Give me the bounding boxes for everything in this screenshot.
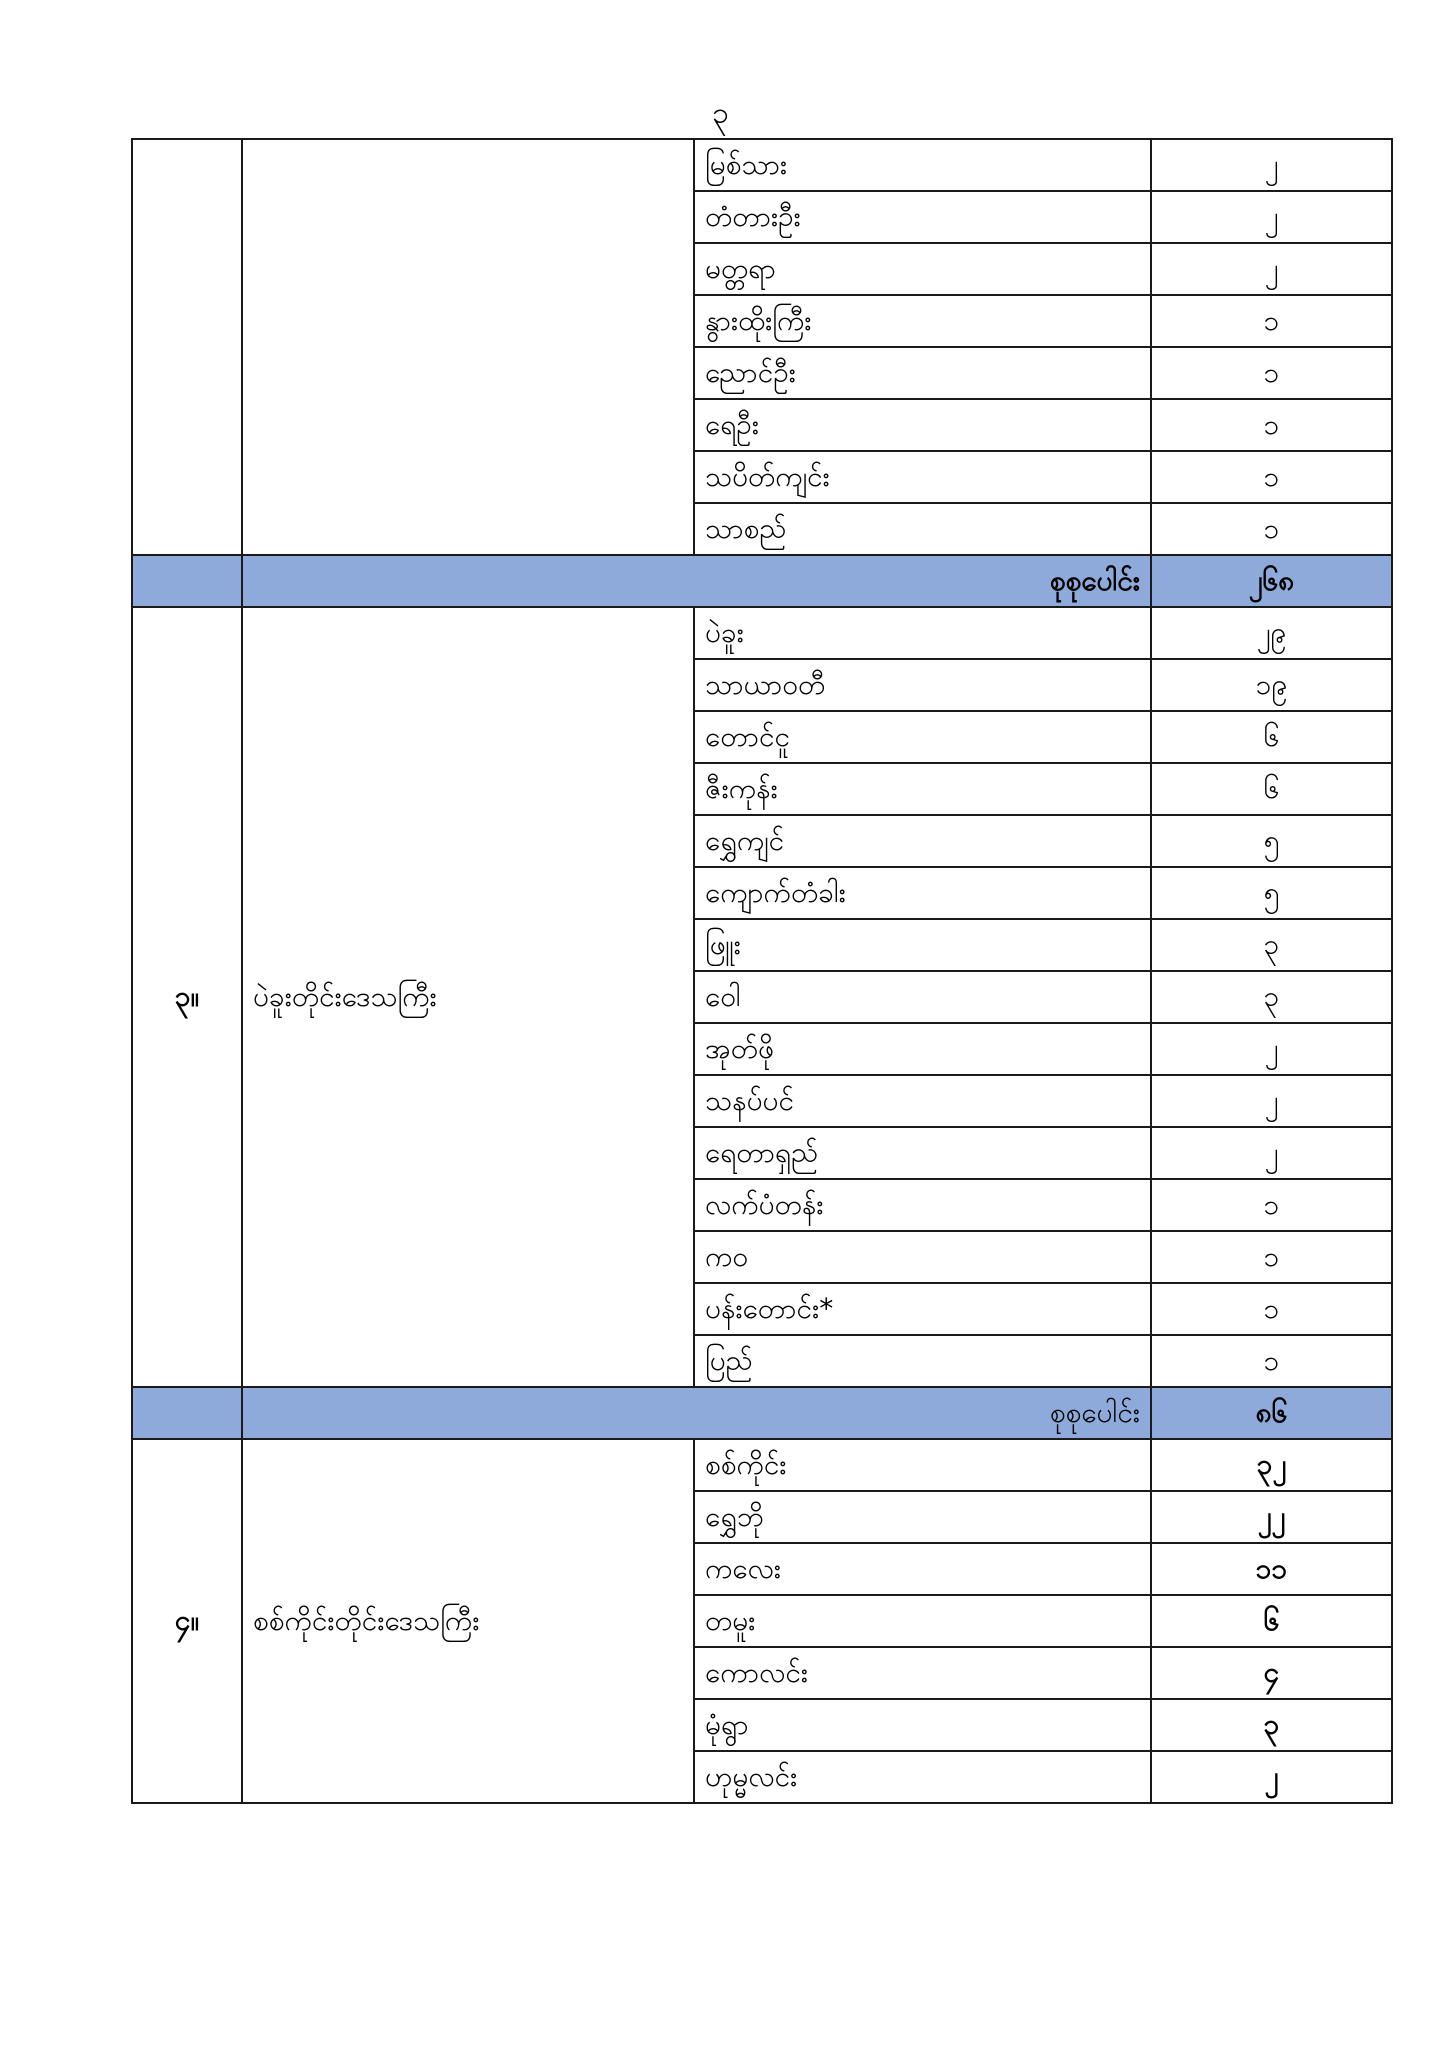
township-name: ရေတာရှည် <box>694 1127 1151 1179</box>
subtotal-row <box>132 1387 1392 1439</box>
township-name: သာစည် <box>694 503 1151 555</box>
township-name: သပိတ်ကျင်း <box>694 451 1151 503</box>
township-name: သာယာဝတီ <box>694 659 1151 711</box>
township-count: ၂ <box>1151 1751 1392 1803</box>
township-count: ၂ <box>1151 1127 1392 1179</box>
subtotal-empty-cell <box>132 555 242 607</box>
township-count: ၃ <box>1151 1699 1392 1751</box>
township-count: ၆ <box>1151 711 1392 763</box>
township-name: မတ္တရာ <box>694 243 1151 295</box>
township-name: တံတားဦး <box>694 191 1151 243</box>
township-name: ကလေး <box>694 1543 1151 1595</box>
township-count: ၄ <box>1151 1647 1392 1699</box>
township-count: ၆ <box>1151 763 1392 815</box>
table-row <box>132 139 1392 191</box>
township-name: အုတ်ဖို <box>694 1023 1151 1075</box>
page-number: ၃ <box>712 96 729 131</box>
township-name: လက်ပံတန်း <box>694 1179 1151 1231</box>
township-name: နွားထိုးကြီး <box>694 295 1151 347</box>
township-name: ရွှေဘို <box>694 1491 1151 1543</box>
township-count: ၁ <box>1151 399 1392 451</box>
township-count: ၁ <box>1151 503 1392 555</box>
township-count: ၁ <box>1151 1335 1392 1387</box>
subtotal-value: ၈၆ <box>1151 1387 1392 1439</box>
township-name: ဝေါ <box>694 971 1151 1023</box>
township-count: ၂ <box>1151 1075 1392 1127</box>
subtotal-label: စုစုပေါင်း <box>242 555 1151 607</box>
township-name: ရေဦး <box>694 399 1151 451</box>
township-count: ၁၁ <box>1151 1543 1392 1595</box>
township-name: ရွှေကျင် <box>694 815 1151 867</box>
subtotal-empty-cell <box>132 1387 242 1439</box>
table-row <box>132 607 1392 659</box>
township-count: ၂ <box>1151 191 1392 243</box>
township-count: ၁ <box>1151 347 1392 399</box>
township-count: ၃၂ <box>1151 1439 1392 1491</box>
region-name: စစ်ကိုင်းတိုင်းဒေသကြီး <box>242 1439 694 1803</box>
township-count: ၁ <box>1151 295 1392 347</box>
township-count: ၂၉ <box>1151 607 1392 659</box>
township-name: စစ်ကိုင်း <box>694 1439 1151 1491</box>
section-number <box>132 139 242 555</box>
township-count: ၁ <box>1151 451 1392 503</box>
region-name <box>242 139 694 555</box>
township-count: ၆ <box>1151 1595 1392 1647</box>
township-count: ၁ <box>1151 1283 1392 1335</box>
township-count: ၂ <box>1151 243 1392 295</box>
township-count: ၁၉ <box>1151 659 1392 711</box>
region-name: ပဲခူးတိုင်းဒေသကြီး <box>242 607 694 1387</box>
township-name: ကဝ <box>694 1231 1151 1283</box>
township-count: ၂၂ <box>1151 1491 1392 1543</box>
township-name: ဇီးကုန်း <box>694 763 1151 815</box>
township-count: ၃ <box>1151 971 1392 1023</box>
township-name: ဖြူး <box>694 919 1151 971</box>
subtotal-label: စုစုပေါင်း <box>242 1387 1151 1439</box>
township-name: ကျောက်တံခါး <box>694 867 1151 919</box>
township-count: ၅ <box>1151 867 1392 919</box>
subtotal-value: ၂၆၈ <box>1151 555 1392 607</box>
township-count: ၁ <box>1151 1179 1392 1231</box>
township-count: ၂ <box>1151 139 1392 191</box>
section-number: ၃။ <box>132 607 242 1387</box>
township-count: ၂ <box>1151 1023 1392 1075</box>
township-name: တမူး <box>694 1595 1151 1647</box>
township-name: ပန်းတောင်း* <box>694 1283 1151 1335</box>
township-name: မြစ်သား <box>694 139 1151 191</box>
township-name: ပြည် <box>694 1335 1151 1387</box>
township-count: ၁ <box>1151 1231 1392 1283</box>
township-name: ကောလင်း <box>694 1647 1151 1699</box>
table-row <box>132 1439 1392 1491</box>
township-name: ဟုမ္မလင်း <box>694 1751 1151 1803</box>
section-number: ၄။ <box>132 1439 242 1803</box>
township-name: ပဲခူး <box>694 607 1151 659</box>
township-count: ၅ <box>1151 815 1392 867</box>
township-name: သနပ်ပင် <box>694 1075 1151 1127</box>
township-count-table <box>131 138 1393 1804</box>
township-name: မုံရွာ <box>694 1699 1151 1751</box>
township-name: တောင်ငူ <box>694 711 1151 763</box>
subtotal-row <box>132 555 1392 607</box>
township-name: ညောင်ဦး <box>694 347 1151 399</box>
township-count: ၃ <box>1151 919 1392 971</box>
